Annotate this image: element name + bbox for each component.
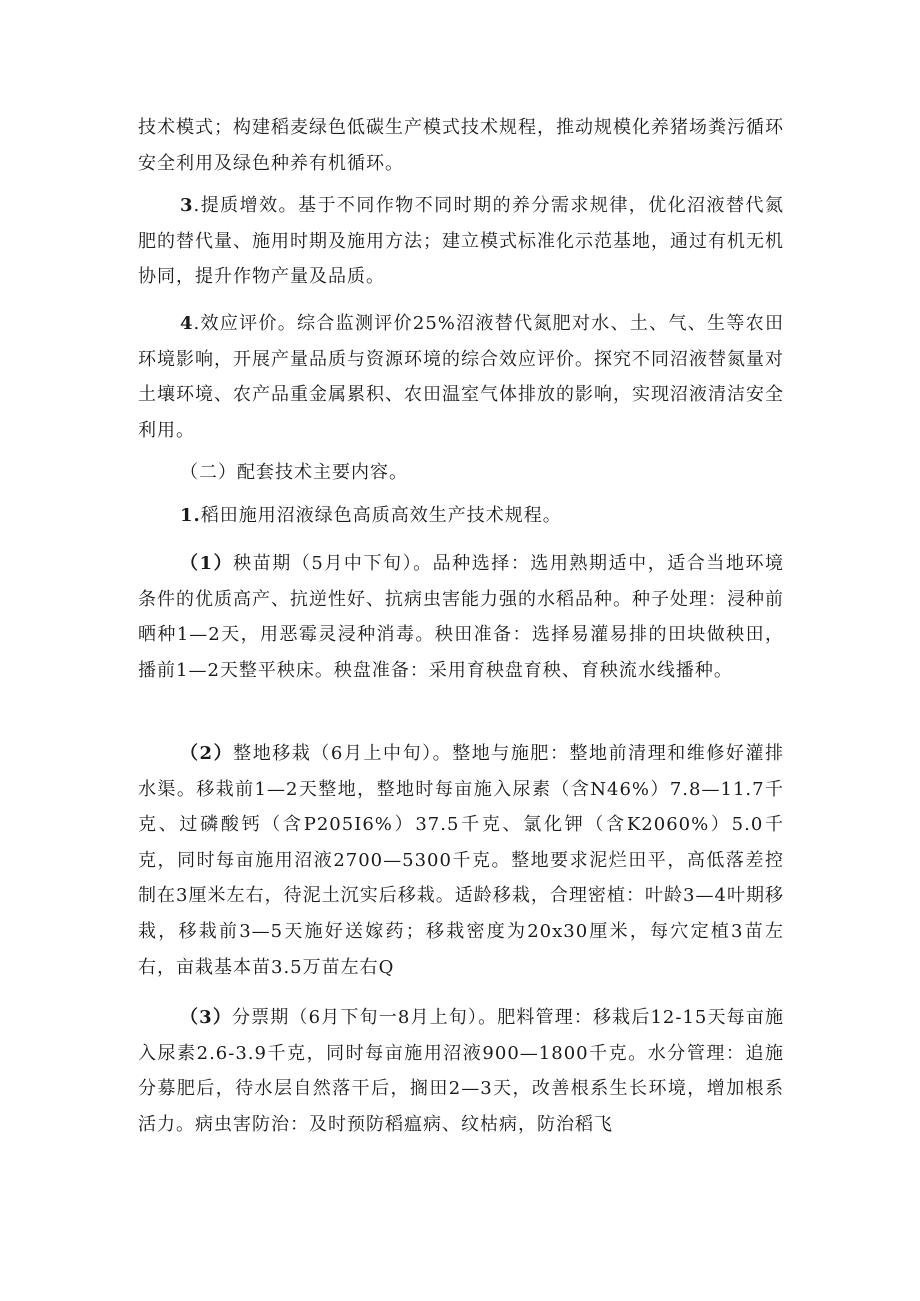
paragraph-text: 秧苗期（5月中下旬）。品种选择：选用熟期适中，适合当地环境条件的优质高产、抗逆性好、抗病虫害能力强的水稻品种。种子处理：浸种前晒种1—2天，用恶霉灵浸种消毒。秧田准备：选择易灌易排的田块做秧田，播前1—2天整平秧床。秧盘准备：采用育秧盘育秧、育秧流水线播种。 xyxy=(138,553,784,681)
subsection-heading-text: 稻田施用沼液绿色高质高效生产技术规程。 xyxy=(200,505,562,526)
paragraph-text: .提质增效。基于不同作物不同时期的养分需求规律，优化沼液替代氮肥的替代量、施用时期及施用方法；建立模式标准化示范基地，通过有机无机协同，提升作物产量及品质。 xyxy=(138,195,784,288)
paragraph-text: .效应评价。综合监测评价25%沼液替代氮肥对水、土、气、生等农田环境影响，开展产量品质与资源环境的综合效应评价。探究不同沼液替氮量对土壤环境、农产品重金属累积、农田温室气体排放的影响，实现沼液清洁安全利用。 xyxy=(138,313,784,441)
paragraph-continuation xyxy=(138,110,784,181)
paragraph-stage-1 xyxy=(138,546,784,688)
section-heading xyxy=(138,455,784,491)
subsection-heading xyxy=(138,498,784,534)
paragraph-stage-2 xyxy=(138,736,784,985)
item-number: 1. xyxy=(180,505,201,526)
item-number: （2） xyxy=(180,743,234,764)
paragraph-item-3 xyxy=(138,188,784,295)
paragraph-item-4 xyxy=(138,306,784,448)
section-heading-text: （二）配套技术主要内容。 xyxy=(180,462,408,483)
item-number: （3） xyxy=(180,1007,232,1028)
item-number: （1） xyxy=(180,553,234,574)
item-number: 3 xyxy=(180,195,194,216)
paragraph-text: 技术模式；构建稻麦绿色低碳生产模式技术规程，推动规模化养猪场粪污循环安全利用及绿色种养有机循环。 xyxy=(138,117,784,174)
paragraph-stage-3 xyxy=(138,1000,784,1142)
paragraph-text: 整地移栽（6月上中旬）。整地与施肥：整地前清理和维修好灌排水渠。移栽前1—2天整地，整地时每亩施入尿素（含N46%）7.8—11.7千克、过磷酸钙（含P205I6%）37.5千克、氯化钾（含K2060%）5.0千克，同时每亩施用沼液2700—5300千克。整地要求泥烂田平，高低落差控制在3厘米左右，待泥土沉实后移栽。适龄移栽，合理密植：叶龄3—4叶期移栽，移栽前3—5天施好送嫁药；移栽密度为20x30厘米，每穴定植3苗左右，亩栽基本苗3.5万苗左右Q xyxy=(138,743,784,978)
item-number: 4 xyxy=(180,313,194,334)
paragraph-text: 分票期（6月下旬一8月上旬）。肥料管理：移栽后12-15天每亩施入尿素2.6-3.9千克，同时每亩施用沼液900—1800千克。水分管理：追施分募肥后，待水层自然落干后，搁田2—3天，改善根系生长环境，增加根系活力。病虫害防治：及时预防稻瘟病、纹枯病，防治稻飞 xyxy=(138,1007,784,1135)
